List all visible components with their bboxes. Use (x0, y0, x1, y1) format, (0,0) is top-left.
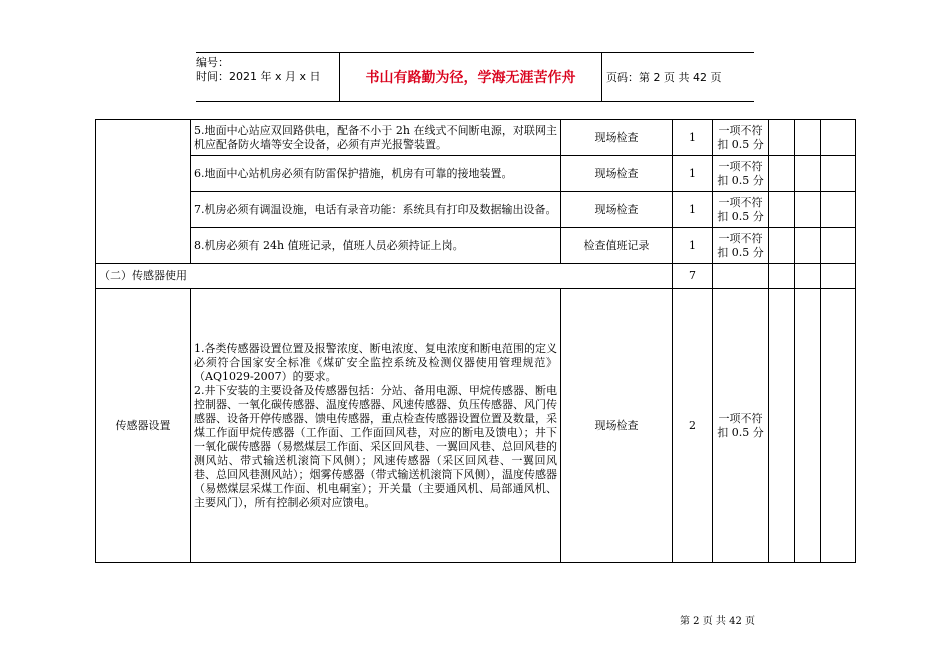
empty-cell (821, 192, 856, 228)
page-footer: 第 2 页 共 42 页 (680, 616, 755, 627)
page-header (196, 52, 754, 102)
score-cell: 1 (673, 192, 713, 228)
item-cell (96, 120, 191, 264)
empty-cell (795, 192, 821, 228)
table-row (96, 156, 856, 192)
header-left (196, 53, 339, 101)
section-score: 7 (673, 264, 713, 289)
empty-cell (821, 120, 856, 156)
empty-cell (769, 192, 795, 228)
empty-cell (769, 120, 795, 156)
empty-cell (821, 289, 856, 563)
requirement-cell: 6.地面中心站机房必须有防雷保护措施，机房有可靠的接地装置。 (191, 156, 561, 192)
requirement-cell (191, 289, 561, 563)
empty-cell (713, 264, 769, 289)
requirement-cell: 7.机房必须有调温设施，电话有录音功能：系统具有打印及数据输出设备。 (191, 192, 561, 228)
empty-cell (821, 228, 856, 264)
standard-cell: 一项不符扣 0.5 分 (713, 156, 769, 192)
score-cell: 1 (673, 120, 713, 156)
method-cell: 现场检查 (561, 120, 673, 156)
table-row (96, 192, 856, 228)
empty-cell (795, 289, 821, 563)
motto: 书山有路勤为径，学海无涯苦作舟 (339, 53, 602, 101)
empty-cell (769, 264, 795, 289)
requirement-cell: 5.地面中心站应双回路供电，配备不小于 2h 在线式不间断电源，对联网主机应配备防火墙等安全设备，必须有声光报警装置。 (191, 120, 561, 156)
table-row (96, 228, 856, 264)
table-row (96, 289, 856, 563)
score-cell: 1 (673, 156, 713, 192)
standard-cell: 一项不符扣 0.5 分 (713, 289, 769, 563)
empty-cell (795, 156, 821, 192)
empty-cell (769, 228, 795, 264)
method-cell: 现场检查 (561, 156, 673, 192)
empty-cell (795, 120, 821, 156)
requirement-cell: 8.机房必须有 24h 值班记录，值班人员必须持证上岗。 (191, 228, 561, 264)
time-label: 时间：2021 年 x 月 x 日 (196, 70, 321, 83)
page-label: 页码：第 2 页 共 42 页 (606, 71, 722, 84)
empty-cell (795, 228, 821, 264)
method-cell: 现场检查 (561, 289, 673, 563)
standard-cell: 一项不符扣 0.5 分 (713, 228, 769, 264)
empty-cell (795, 264, 821, 289)
requirement-1: 1.各类传感器设置位置及报警浓度、断电浓度、复电浓度和断电范围的定义必须符合国家安全标准《煤矿安全监控系统及检测仪器使用管理规范》（AQ1029-2007）的要求。 (194, 341, 557, 383)
method-cell: 现场检查 (561, 192, 673, 228)
requirement-2: 2.井下安装的主要设备及传感器包括：分站、备用电源、甲烷传感器、断电控制器、一氧化碳传感器、温度传感器、风速传感器、负压传感器、风门传感器、设备开停传感器、馈电传感器，重点检查传感器设置位置及数量，采煤工作面甲烷传感器（工作面、工作面回风巷，对应的断电及馈电）；井下一氧化碳传感器（易燃煤层工作面、采区回风巷、一翼回风巷、总回风巷的测风站、带式输送机滚筒下风侧）；风速传感器（采区回风巷、一翼回风巷、总回风巷测风站）；烟雾传感器（带式输送机滚筒下风侧），温度传感器（易燃煤层采煤工作面、机电硐室）；开关量（主要通风机、局部通风机、主要风门），所有控制必须对应馈电。 (194, 383, 557, 509)
empty-cell (769, 289, 795, 563)
standard-cell: 一项不符扣 0.5 分 (713, 192, 769, 228)
table-row (96, 120, 856, 156)
empty-cell (821, 264, 856, 289)
code-label: 编号： (196, 56, 229, 69)
empty-cell (821, 156, 856, 192)
score-cell: 2 (673, 289, 713, 563)
score-cell: 1 (673, 228, 713, 264)
inspection-table (95, 119, 856, 563)
empty-cell (769, 156, 795, 192)
method-cell: 检查值班记录 (561, 228, 673, 264)
section-row (96, 264, 856, 289)
standard-cell: 一项不符扣 0.5 分 (713, 120, 769, 156)
section-title: （二）传感器使用 (96, 264, 673, 289)
item-cell: 传感器设置 (96, 289, 191, 563)
